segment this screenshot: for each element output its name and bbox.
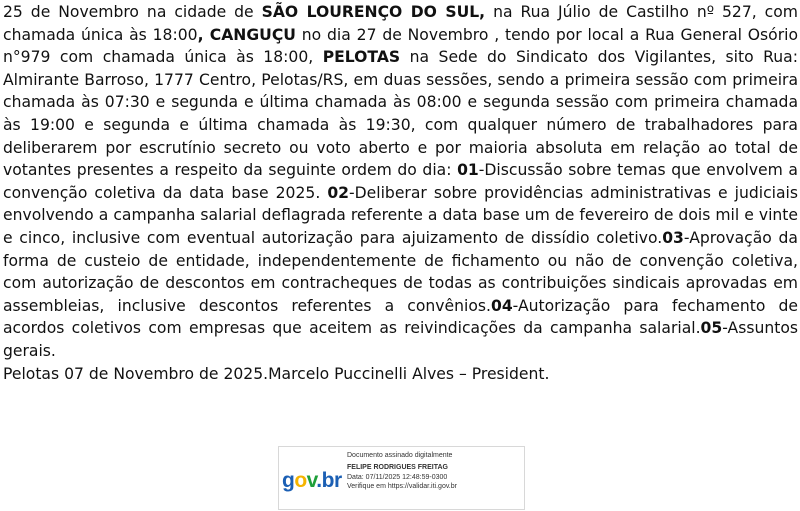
agenda-item-text: -Deliberar sobre providências administrativas e judiciais envolvendo a campanha salarial deflagrada referente a data base um de fevereiro de dois mil e vinte e cinco, inclusive com eventual autorização para ajuizamento de dissídio coletivo. [3,183,798,247]
agenda-item-text: -Aprovação da forma de custeio de entidade, independentemente de fichamento ou não de convenção coletiva, com autorização de descontos em contracheques de todas as contribuições sindicais aprovadas em assembleias, inclusive descontos referentes a convênios. [3,228,798,315]
signature-title: Documento assinado digitalmente [347,452,453,459]
agenda-item-number: 05 [700,319,723,338]
closing-line: Pelotas 07 de Novembro de 2025.Marcelo Puccinelli Alves – President. [3,364,550,383]
agenda-item-text: -Assuntos gerais. [3,319,798,360]
agenda-item-text: -Autorização para fechamento de acordos coletivos com empresas que aceitem as reivindicações da campanha salarial. [3,296,798,338]
document-body [3,1,798,385]
text-run: no dia 27 de Novembro , tendo por local a Rua General Osório n°979 com chamada única às 18:00, [3,25,799,67]
agenda-item-number: 02 [327,183,350,202]
city-sao-lourenco: SÃO LOURENÇO DO SUL, [261,3,486,21]
text-run: 25 de Novembro na cidade de [3,3,262,21]
signature-details [347,451,522,492]
verify-link-text: Verifique em https://validar.iti.gov.br [347,483,457,491]
text-run: na Rua Júlio de Castilho nº 527, com chamada única às 18:00 [3,3,798,44]
agenda-item-number: 03 [662,228,684,247]
digital-signature-stamp [278,446,525,510]
agenda-item-number: 01 [457,161,479,180]
svg-text:gov.br: gov.br [282,469,342,492]
gov-br-logo [281,463,343,497]
signature-date: Data: 07/11/2025 12:48:59-0300 [347,473,448,481]
text-run: na Sede do Sindicato dos Vigilantes, sito Rua: Almirante Barroso, 1777 Centro, Pelotas/RS, em duas sessões, sendo a primeira sessão com primeira chamada às 07:30 e segunda e última chamada às 08:00 e segunda sessão com primeira chamada às 19:00 e segunda e última chamada às 19:30, com qualquer número de trabalhadores para deliberarem por escrutínio secreto ou voto aberto e por maioria absoluta em relação ao total de votantes presentes a respeito da seguinte ordem do dia: [3,48,798,180]
agenda-item-number: 04 [490,296,513,315]
city-cangucu: , CANGUÇU [197,25,296,44]
signer-name: FELIPE RODRIGUES FREITAG [347,463,448,471]
city-pelotas: PELOTAS [322,48,401,67]
agenda-item-text: -Discussão sobre temas que envolvem a convenção coletiva da data base 2025. [3,161,798,202]
